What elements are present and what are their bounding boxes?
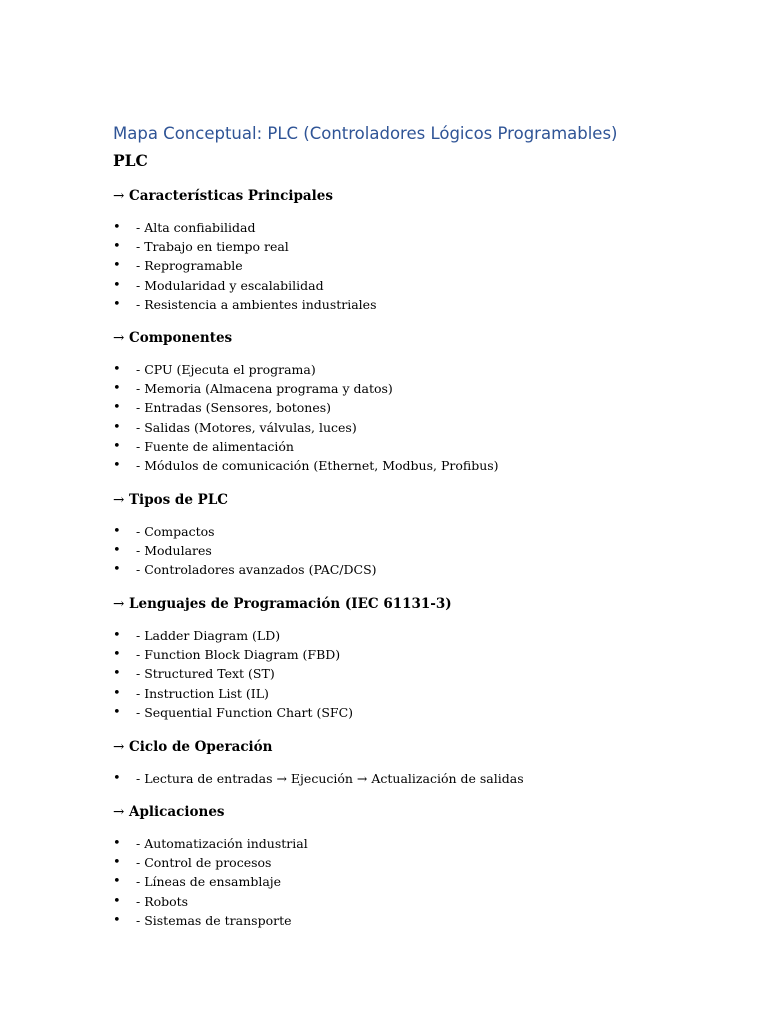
list-item-text: - Control de procesos	[136, 855, 272, 871]
list-item	[113, 522, 713, 541]
bullet-list	[113, 626, 713, 722]
list-item-text: - Robots	[136, 893, 189, 909]
list-item	[113, 541, 713, 560]
document-subtitle: PLC	[113, 151, 148, 170]
list-item-text: - Controladores avanzados (PAC/DCS)	[136, 562, 377, 578]
section-heading-text: Ciclo de Operación	[129, 739, 273, 755]
list-item	[113, 769, 713, 788]
section-heading-text: Aplicaciones	[129, 804, 225, 820]
list-item-text: - Automatización industrial	[136, 836, 308, 851]
bullet-icon: •	[113, 543, 121, 559]
arrow-icon: →	[113, 804, 125, 820]
list-item-text: - Lectura de entradas → Ejecución → Actualización de salidas	[136, 771, 524, 786]
list-item	[113, 626, 713, 645]
list-item-text: - Alta confiabilidad	[136, 220, 256, 235]
section-caracteristicas	[113, 186, 713, 314]
bullet-icon: •	[113, 685, 121, 701]
bullet-icon: •	[113, 457, 121, 473]
bullet-icon: •	[113, 912, 121, 928]
bullet-icon: •	[113, 362, 121, 377]
list-item-text: - Trabajo en tiempo real	[136, 239, 289, 255]
arrow-icon: →	[113, 739, 125, 755]
section-heading	[113, 802, 713, 822]
list-item-text: - Instruction List (IL)	[136, 685, 269, 701]
list-item	[113, 379, 713, 398]
bullet-icon: •	[113, 562, 121, 578]
list-item-text: - Ladder Diagram (LD)	[136, 628, 281, 643]
list-item	[113, 398, 713, 417]
section-heading	[113, 186, 713, 206]
bullet-icon: •	[113, 258, 121, 274]
list-item-text: - CPU (Ejecuta el programa)	[136, 362, 316, 377]
list-item-text: - Compactos	[136, 524, 215, 539]
section-heading-text: Componentes	[129, 330, 233, 346]
bullet-icon: •	[113, 239, 121, 255]
section-lenguajes	[113, 594, 713, 722]
bullet-icon: •	[113, 438, 121, 454]
arrow-icon: →	[113, 330, 125, 346]
section-aplicaciones	[113, 802, 713, 930]
arrow-icon: →	[113, 188, 125, 204]
bullet-icon: •	[113, 419, 121, 435]
section-heading	[113, 328, 713, 348]
bullet-icon: •	[113, 666, 121, 682]
bullet-icon: •	[113, 771, 121, 786]
bullet-icon: •	[113, 400, 121, 416]
list-item-text: - Function Block Diagram (FBD)	[136, 647, 341, 663]
list-item-text: - Modularidad y escalabilidad	[136, 277, 324, 293]
bullet-icon: •	[113, 893, 121, 909]
list-item	[113, 256, 713, 275]
list-item-text: - Líneas de ensamblaje	[136, 874, 282, 890]
list-item-text: - Resistencia a ambientes industriales	[136, 296, 377, 312]
section-heading	[113, 594, 713, 614]
bullet-list	[113, 522, 713, 580]
list-item	[113, 684, 713, 703]
bullet-icon: •	[113, 381, 121, 397]
list-item	[113, 276, 713, 295]
list-item-text: - Modulares	[136, 543, 212, 559]
list-item	[113, 437, 713, 456]
list-item	[113, 872, 713, 891]
list-item	[113, 834, 713, 853]
list-item	[113, 295, 713, 314]
list-item-text: - Fuente de alimentación	[136, 438, 294, 454]
section-tipos	[113, 490, 713, 580]
arrow-icon: →	[113, 596, 125, 612]
section-heading-text: Tipos de PLC	[129, 492, 229, 508]
bullet-icon: •	[113, 628, 121, 643]
bullet-list	[113, 769, 713, 788]
section-componentes	[113, 328, 713, 475]
bullet-list	[113, 218, 713, 314]
bullet-list	[113, 834, 713, 930]
bullet-icon: •	[113, 296, 121, 312]
arrow-icon: →	[113, 492, 125, 508]
list-item	[113, 360, 713, 379]
bullet-icon: •	[113, 704, 121, 720]
bullet-icon: •	[113, 874, 121, 890]
list-item	[113, 892, 713, 911]
list-item	[113, 703, 713, 722]
list-item-text: - Sequential Function Chart (SFC)	[136, 704, 354, 720]
list-item-text: - Sistemas de transporte	[136, 912, 292, 928]
bullet-icon: •	[113, 277, 121, 293]
bullet-icon: •	[113, 855, 121, 871]
list-item-text: - Memoria (Almacena programa y datos)	[136, 381, 393, 397]
bullet-list	[113, 360, 713, 475]
list-item	[113, 418, 713, 437]
list-item	[113, 218, 713, 237]
section-ciclo	[113, 737, 713, 788]
list-item-text: - Entradas (Sensores, botones)	[136, 400, 332, 416]
list-item-text: - Reprogramable	[136, 258, 243, 274]
list-item	[113, 853, 713, 872]
list-item	[113, 560, 713, 579]
section-heading	[113, 490, 713, 510]
bullet-icon: •	[113, 524, 121, 539]
list-item	[113, 237, 713, 256]
bullet-icon: •	[113, 836, 121, 851]
list-item	[113, 645, 713, 664]
section-heading	[113, 737, 713, 757]
list-item-text: - Salidas (Motores, válvulas, luces)	[136, 419, 357, 435]
list-item-text: - Módulos de comunicación (Ethernet, Modbus, Profibus)	[136, 457, 499, 473]
section-heading-text: Lenguajes de Programación (IEC 61131-3)	[129, 596, 452, 612]
bullet-icon: •	[113, 220, 121, 235]
list-item	[113, 911, 713, 930]
list-item	[113, 456, 713, 475]
document-title: Mapa Conceptual: PLC (Controladores Lógicos Programables)	[113, 124, 618, 143]
section-heading-text: Características Principales	[129, 188, 333, 204]
bullet-icon: •	[113, 647, 121, 663]
list-item-text: - Structured Text (ST)	[136, 666, 275, 682]
list-item	[113, 664, 713, 683]
